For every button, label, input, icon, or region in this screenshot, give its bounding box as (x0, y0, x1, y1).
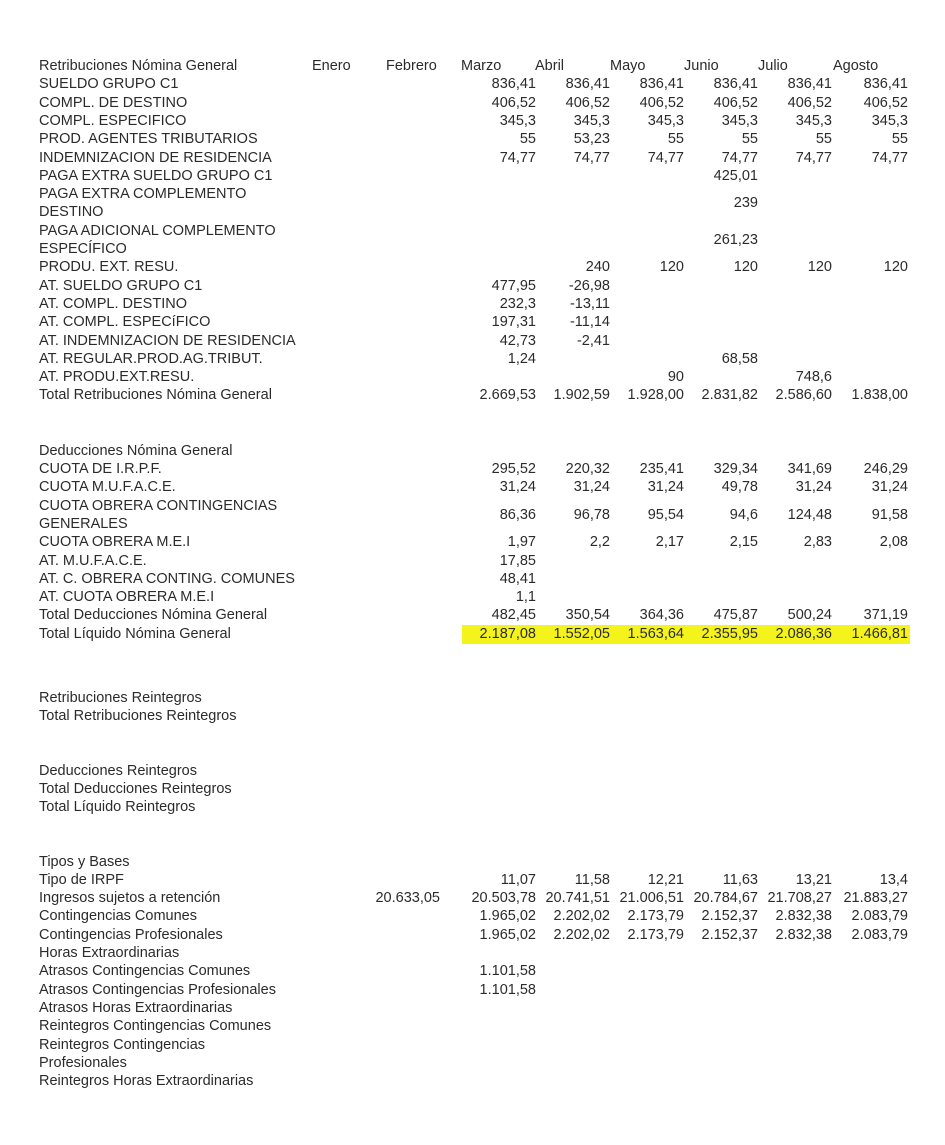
total-deducciones-row (0, 606, 945, 624)
total-liquido-reintegros (0, 798, 945, 816)
row-label: Total Retribuciones Nómina General (39, 387, 272, 404)
value-abril: 350,54 (565, 607, 610, 624)
row-label: PROD. AGENTES TRIBUTARIOS (39, 131, 258, 148)
value-agosto: 345,3 (871, 112, 908, 129)
total-retribuciones-reintegros (0, 707, 945, 725)
total-deducciones-reintegros (0, 780, 945, 798)
tipos-bases-row (0, 999, 945, 1017)
row-label-continued: Profesionales (39, 1054, 127, 1071)
total-retribuciones-row (0, 386, 945, 404)
value-marzo: 31,24 (499, 479, 536, 496)
value-agosto: 55 (891, 131, 908, 148)
value-mayo: 90 (667, 369, 684, 386)
value-junio: 68,58 (721, 350, 758, 367)
value-junio: 425,01 (713, 167, 758, 184)
value-marzo: 406,52 (491, 94, 536, 111)
tipos-bases-row (0, 962, 945, 980)
row-label: SUELDO GRUPO C1 (39, 76, 179, 93)
retribucion-row (0, 75, 945, 93)
total-liquido-row (0, 625, 945, 643)
value-febrero: 20.633,05 (375, 890, 440, 907)
deduccion-row (0, 497, 945, 534)
value-agosto: 836,41 (863, 76, 908, 93)
value-junio: 74,77 (721, 149, 758, 166)
retribucion-row (0, 167, 945, 185)
value-mayo: 345,3 (647, 112, 684, 129)
value-mayo: 1.928,00 (627, 387, 684, 404)
value-marzo: 74,77 (499, 149, 536, 166)
value-abril: 2,2 (589, 534, 610, 551)
retribucion-row (0, 149, 945, 167)
retribucion-row (0, 313, 945, 331)
section-title-retribuciones-reintegros (0, 689, 945, 707)
tipos-bases-row (0, 871, 945, 889)
row-label: Total Retribuciones Reintegros (39, 708, 237, 725)
value-marzo: 345,3 (499, 112, 536, 129)
row-label: Atrasos Contingencias Comunes (39, 963, 251, 980)
row-label: Atrasos Contingencias Profesionales (39, 981, 276, 998)
value-julio: 13,21 (795, 871, 832, 888)
value-agosto: 1.466,81 (851, 625, 908, 642)
value-julio: 124,48 (787, 506, 832, 523)
value-mayo: 31,24 (647, 479, 684, 496)
value-abril: 20.741,51 (545, 890, 610, 907)
row-label: Tipos y Bases (39, 853, 130, 870)
value-agosto: 2.083,79 (851, 926, 908, 943)
value-agosto: 2.083,79 (851, 908, 908, 925)
value-marzo: 1.965,02 (479, 926, 536, 943)
section-title-deducciones-reintegros (0, 762, 945, 780)
month-header-marzo: Marzo (461, 58, 502, 74)
row-label: Total Líquido Nómina General (39, 625, 231, 642)
value-marzo: 197,31 (491, 314, 536, 331)
row-label: Contingencias Comunes (39, 908, 197, 925)
row-label: AT. SUELDO GRUPO C1 (39, 277, 203, 294)
row-label-continued: ESPECÍFICO (39, 240, 127, 257)
tipos-bases-row (0, 1036, 945, 1073)
value-julio: 748,6 (795, 369, 832, 386)
row-label: AT. REGULAR.PROD.AG.TRIBUT. (39, 350, 263, 367)
value-julio: 55 (815, 131, 832, 148)
value-junio: 345,3 (721, 112, 758, 129)
value-marzo: 1,97 (507, 534, 536, 551)
row-label: PAGA EXTRA COMPLEMENTO (39, 186, 247, 203)
value-abril: -2,41 (576, 332, 610, 349)
value-junio: 94,6 (729, 506, 758, 523)
row-label: Tipo de IRPF (39, 871, 124, 888)
row-label-continued: GENERALES (39, 515, 128, 532)
deduccion-row (0, 478, 945, 496)
value-mayo: 235,41 (639, 461, 684, 477)
value-marzo: 55 (519, 131, 536, 148)
tipos-bases-row (0, 981, 945, 999)
row-label: AT. M.U.F.A.C.E. (39, 552, 147, 569)
value-abril: 836,41 (565, 76, 610, 93)
tipos-bases-row (0, 926, 945, 944)
value-agosto: 91,58 (871, 506, 908, 523)
value-julio: 2.586,60 (775, 387, 832, 404)
deduccion-row (0, 552, 945, 570)
retribucion-row (0, 112, 945, 130)
retribucion-row (0, 130, 945, 148)
value-junio: 2.355,95 (701, 625, 758, 642)
value-junio: 261,23 (713, 231, 758, 248)
retribucion-row (0, 258, 945, 276)
value-julio: 2,83 (803, 534, 832, 551)
value-marzo: 477,95 (491, 277, 536, 294)
row-label: AT. INDEMNIZACION DE RESIDENCIA (39, 332, 296, 349)
value-marzo: 1.965,02 (479, 908, 536, 925)
value-agosto: 120 (883, 259, 908, 276)
retribucion-row (0, 368, 945, 386)
value-abril: 74,77 (573, 149, 610, 166)
value-agosto: 21.883,27 (843, 890, 908, 907)
value-marzo: 1,1 (515, 589, 536, 606)
retribucion-row (0, 277, 945, 295)
value-marzo: 295,52 (491, 461, 536, 477)
row-label: AT. CUOTA OBRERA M.E.I (39, 589, 215, 606)
value-marzo: 17,85 (499, 552, 536, 569)
month-header-febrero: Febrero (386, 58, 437, 74)
value-abril: 53,23 (573, 131, 610, 148)
row-label: AT. COMPL. ESPECíFICO (39, 314, 211, 331)
value-abril: -26,98 (568, 277, 610, 294)
value-agosto: 406,52 (863, 94, 908, 111)
tipos-bases-row (0, 1017, 945, 1035)
value-julio: 2.832,38 (775, 908, 832, 925)
value-junio: 329,34 (713, 461, 758, 477)
value-abril: 2.202,02 (553, 908, 610, 925)
row-label: PAGA EXTRA SUELDO GRUPO C1 (39, 167, 273, 184)
row-label: AT. COMPL. DESTINO (39, 295, 187, 312)
section-title-retribuciones: Retribuciones Nómina General (39, 58, 238, 74)
row-label: CUOTA OBRERA M.E.I (39, 534, 191, 551)
row-label: PRODU. EXT. RESU. (39, 259, 179, 276)
row-label: PAGA ADICIONAL COMPLEMENTO (39, 222, 276, 239)
value-julio: 341,69 (787, 461, 832, 477)
value-julio: 21.708,27 (767, 890, 832, 907)
value-junio: 49,78 (721, 479, 758, 496)
value-marzo: 1,24 (507, 350, 536, 367)
month-header-julio: Julio (758, 58, 788, 74)
row-label: Horas Extraordinarias (39, 945, 180, 961)
month-header-mayo: Mayo (610, 58, 646, 74)
value-mayo: 55 (667, 131, 684, 148)
value-junio: 120 (733, 259, 758, 276)
value-marzo: 11,07 (500, 871, 536, 888)
row-label: INDEMNIZACION DE RESIDENCIA (39, 149, 272, 166)
section-title: Deducciones Nómina General (39, 442, 233, 459)
value-marzo: 1.101,58 (479, 981, 536, 998)
value-junio: 475,87 (713, 607, 758, 624)
retribucion-row (0, 350, 945, 368)
section-title-tipos-bases (0, 853, 945, 871)
value-agosto: 246,29 (863, 461, 908, 477)
value-abril: 31,24 (573, 479, 610, 496)
tipos-bases-row (0, 1072, 945, 1090)
deduccion-row (0, 570, 945, 588)
value-mayo: 364,36 (639, 607, 684, 624)
value-marzo: 42,73 (499, 332, 536, 349)
value-junio: 836,41 (713, 76, 758, 93)
row-label: Atrasos Horas Extraordinarias (39, 999, 233, 1016)
value-marzo: 48,41 (499, 570, 536, 587)
value-marzo: 232,3 (499, 295, 536, 312)
value-abril: 96,78 (573, 506, 610, 523)
section-title-deducciones (0, 442, 945, 460)
row-label: Total Líquido Reintegros (39, 799, 196, 816)
retribucion-row (0, 295, 945, 313)
value-junio: 2.831,82 (701, 387, 758, 404)
month-header-junio: Junio (684, 58, 719, 74)
value-abril: -11,14 (569, 314, 610, 331)
tipos-bases-row (0, 889, 945, 907)
value-julio: 74,77 (795, 149, 832, 166)
value-mayo: 12,21 (647, 871, 684, 888)
value-junio: 406,52 (713, 94, 758, 111)
value-mayo: 2.173,79 (627, 908, 684, 925)
row-label: AT. PRODU.EXT.RESU. (39, 369, 195, 386)
row-label: Deducciones Reintegros (39, 762, 197, 779)
value-julio: 2.086,36 (775, 625, 832, 642)
value-abril: 11,58 (574, 871, 610, 888)
retribucion-row (0, 94, 945, 112)
value-abril: 2.202,02 (553, 926, 610, 943)
value-marzo: 20.503,78 (471, 890, 536, 907)
month-header-enero: Enero (312, 58, 351, 74)
value-mayo: 2.173,79 (627, 926, 684, 943)
value-mayo: 406,52 (639, 94, 684, 111)
row-label: AT. C. OBRERA CONTING. COMUNES (39, 570, 295, 587)
value-junio: 11,63 (722, 871, 758, 888)
row-label-continued: DESTINO (39, 204, 104, 221)
value-julio: 406,52 (787, 94, 832, 111)
value-julio: 120 (807, 259, 832, 276)
value-julio: 500,24 (787, 607, 832, 624)
retribucion-row (0, 185, 945, 222)
value-mayo: 1.563,64 (627, 625, 684, 642)
row-label: COMPL. DE DESTINO (39, 94, 188, 111)
row-label: Total Deducciones Reintegros (39, 780, 232, 797)
value-junio: 2.152,37 (701, 908, 758, 925)
value-abril: 220,32 (565, 461, 610, 477)
value-agosto: 13,4 (879, 871, 908, 888)
value-mayo: 74,77 (647, 149, 684, 166)
value-mayo: 836,41 (639, 76, 684, 93)
value-abril: 345,3 (573, 112, 610, 129)
value-agosto: 74,77 (871, 149, 908, 166)
row-label: COMPL. ESPECIFICO (39, 112, 187, 129)
row-label: Retribuciones Reintegros (39, 690, 202, 706)
row-label: Contingencias Profesionales (39, 926, 223, 943)
value-mayo: 95,54 (647, 506, 684, 523)
retribucion-row (0, 332, 945, 350)
value-abril: 1.552,05 (553, 625, 610, 642)
row-label: CUOTA M.U.F.A.C.E. (39, 479, 176, 496)
value-marzo: 482,45 (491, 607, 536, 624)
value-junio: 2,15 (729, 534, 758, 551)
row-label: Reintegros Contingencias Comunes (39, 1018, 272, 1035)
value-agosto: 371,19 (863, 607, 908, 624)
value-marzo: 2.187,08 (479, 625, 536, 642)
month-header-agosto: Agosto (833, 58, 879, 74)
value-agosto: 31,24 (871, 479, 908, 496)
row-label: Reintegros Contingencias (39, 1036, 206, 1053)
row-label: Total Deducciones Nómina General (39, 607, 268, 624)
value-junio: 20.784,67 (693, 890, 758, 907)
deduccion-row (0, 533, 945, 551)
row-label: CUOTA OBRERA CONTINGENCIAS (39, 497, 278, 514)
value-abril: -13,11 (569, 295, 610, 312)
value-marzo: 2.669,53 (479, 387, 536, 404)
value-julio: 2.832,38 (775, 926, 832, 943)
value-marzo: 836,41 (491, 76, 536, 93)
value-mayo: 21.006,51 (619, 890, 684, 907)
value-marzo: 1.101,58 (479, 963, 536, 980)
row-label: Ingresos sujetos a retención (39, 890, 221, 907)
header-row (0, 57, 945, 75)
value-junio: 2.152,37 (701, 926, 758, 943)
value-marzo: 86,36 (499, 506, 536, 523)
row-label: Reintegros Horas Extraordinarias (39, 1073, 254, 1090)
value-julio: 836,41 (787, 76, 832, 93)
retribucion-row (0, 222, 945, 259)
value-julio: 31,24 (795, 479, 832, 496)
value-junio: 55 (741, 131, 758, 148)
value-agosto: 2,08 (879, 534, 908, 551)
value-mayo: 120 (659, 259, 684, 276)
month-header-abril: Abril (535, 58, 565, 74)
value-abril: 406,52 (565, 94, 610, 111)
tipos-bases-row (0, 907, 945, 925)
value-mayo: 2,17 (655, 534, 684, 551)
row-label: CUOTA DE I.R.P.F. (39, 461, 162, 477)
value-agosto: 1.838,00 (851, 387, 908, 404)
deduccion-row (0, 588, 945, 606)
value-junio: 239 (733, 195, 758, 212)
value-abril: 240 (585, 259, 610, 276)
value-julio: 345,3 (795, 112, 832, 129)
deduccion-row (0, 460, 945, 478)
tipos-bases-row (0, 944, 945, 962)
value-abril: 1.902,59 (553, 387, 610, 404)
